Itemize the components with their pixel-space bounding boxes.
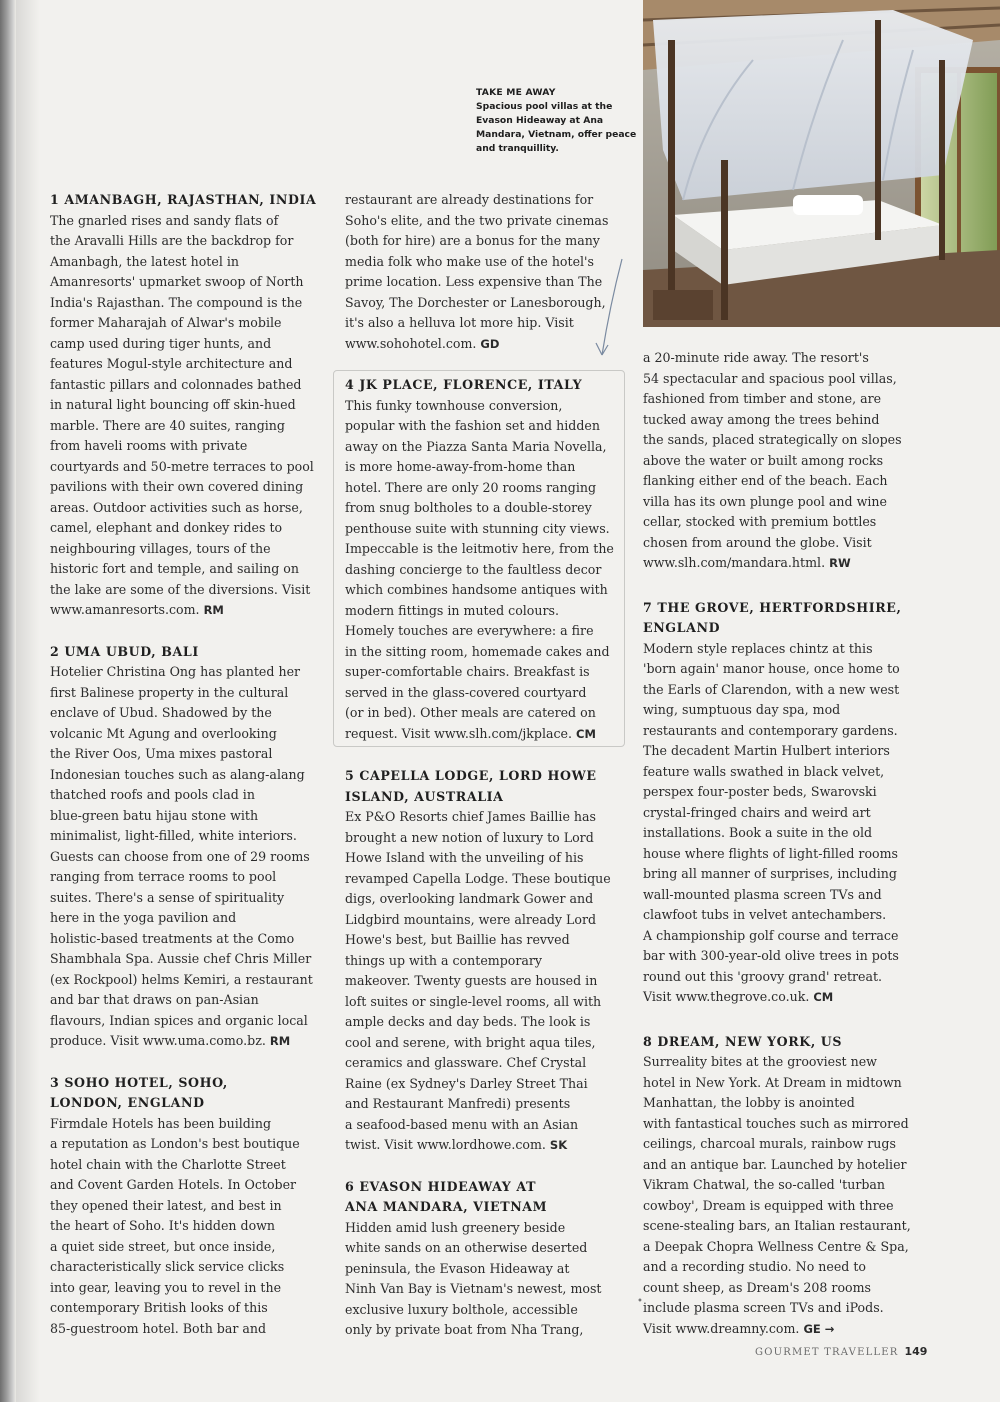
- column-2: [345, 190, 627, 1362]
- bedroom-photo: [643, 0, 1000, 327]
- article-4: [345, 375, 627, 744]
- photo-illustration: [643, 0, 1000, 327]
- column-3: [643, 348, 925, 1360]
- article-body: Hotelier Christina Ong has planted her first Balinese property in the cultural enclave of Ubud. Shadowed by the volcanic Mt Agung and overlooking the River Oos, Uma mixes pastoral Indonesian touches such as alang-alang thatched roofs and pools clad in blue-green batu hijau stone with minimalist, light-filled, white interiors. Guests can choose from one of 29 rooms ranging from terrace rooms to pool suites. There's a sense of spirituality here in the yoga pavilion and holistic-based treatments at the Como Shambhala Spa. Aussie chef Chris Miller (ex Rockpool) helms Kemiri, a restaurant and bar that draws on pan-Asian flavours, Indian spices and organic local produce. Visit www.uma.como.bz. RM: [50, 664, 313, 1048]
- article-heading: 1 AMANBAGH, RAJASTHAN, INDIA: [50, 192, 317, 207]
- article-body: a 20-minute ride away. The resort's 54 spectacular and spacious pool villas, fashioned from timber and stone, are tucked away among the trees behind the sands, placed strategically on slopes above the water or built among rocks flanking either end of the beach. Each villa has its own plunge pool and wine cellar, stocked with premium bottles chosen from around the globe. Visit www.slh.com/mandara.html. RW: [643, 350, 902, 570]
- article-heading: 5 CAPELLA LODGE, LORD HOWE ISLAND, AUSTRALIA: [345, 768, 597, 804]
- article-heading: 4 JK PLACE, FLORENCE, ITALY: [345, 377, 583, 392]
- column-1: [50, 190, 332, 1360]
- gutter-shadow: [16, 0, 40, 1402]
- article-3: [50, 1073, 332, 1340]
- article-8: [643, 1032, 925, 1340]
- article-heading: 6 EVASON HIDEAWAY AT ANA MANDARA, VIETNAM: [345, 1178, 548, 1214]
- author-signature: CM: [576, 726, 596, 741]
- article-body: The gnarled rises and sandy flats of the Aravalli Hills are the backdrop for Amanbagh, the latest hotel in Amanresorts' upmarket swoop of North India's Rajasthan. The compound is the former Maharajah of Alwar's mobile camp used during tiger hunts, and features Mogul-style architecture and fantastic pillars and colonnades bathed in natural light bouncing off skin-hued marble. There are 40 suites, ranging from haveli rooms with private courtyards and 50-metre terraces to pool pavilions with their own covered dining areas. Outdoor activities such as horse, camel, elephant and donkey rides to neighbouring villages, tours of the historic fort and temple, and sailing on the lake are some of the diversions. Visit www.amanresorts.com. RM: [50, 212, 314, 617]
- page-footer: [755, 1345, 955, 1358]
- article-6: [345, 1177, 627, 1341]
- author-signature: CM: [813, 990, 834, 1004]
- photo-caption: [476, 86, 638, 156]
- article-7: [643, 598, 925, 1008]
- author-signature: SK: [549, 1138, 568, 1152]
- article-3-continued: [345, 190, 627, 354]
- article-body: This funky townhouse conversion, popular with the fashion set and hidden away on the Piazza Santa Maria Novella, is more home-away-from-home than hotel. There are only 20 rooms ranging from snug boltholes to a double-storey penthouse suite with stunning city views. Impeccable is the leitmotiv here, from the dashing concierge to the faultless decor which combines handsome antiques with modern fittings in muted colours. Homely touches are everywhere: a fire in the sitting room, homemade cakes and super-comfortable chairs. Breakfast is served in the glass-covered courtyard (or in bed). Other meals are catered on request. Visit www.slh.com/jkplace. CM: [345, 397, 614, 741]
- author-signature: GE: [803, 1321, 821, 1336]
- author-signature: RM: [269, 1034, 291, 1048]
- article-1: [50, 190, 332, 621]
- print-mark: •: [637, 1296, 643, 1307]
- author-signature: RW: [829, 556, 851, 570]
- continue-arrow-icon: →: [824, 1321, 835, 1336]
- article-body: Firmdale Hotels has been building a reputation as London's best boutique hotel chain with the Charlotte Street and Covent Garden Hotels. In October they opened their latest, and best in the heart of Soho. It's hidden down a quiet side street, but once inside, characteristically slick service clicks into gear, leaving you to revel in the contemporary British looks of this 85-guestroom hotel. Both bar and: [50, 1115, 300, 1336]
- caption-text: Spacious pool villas at the Evason Hideaway at Ana Mandara, Vietnam, offer peace and tranquillity.: [476, 101, 637, 154]
- article-heading: 7 THE GROVE, HERTFORDSHIRE, ENGLAND: [643, 599, 902, 635]
- publication-name: GOURMET TRAVELLER: [755, 1347, 899, 1358]
- article-body: Ex P&O Resorts chief James Baillie has brought a new notion of luxury to Lord Howe Island with the unveiling of his revamped Capella Lodge. These boutique digs, overlooking landmark Gower and Lidgbird mountains, were already Lord Howe's best, but Baillie has revved things up with a contemporary makeover. Twenty guests are housed in loft suites or single-level rooms, all with ample decks and day beds. The look is cool and serene, with bright aqua tiles, ceramics and glassware. Chef Crystal Raine (ex Sydney's Darley Street Thai and Restaurant Manfredi) presents a seafood-based menu with an Asian twist. Visit www.lordhowe.com. SK: [345, 809, 611, 1152]
- article-6-continued: [643, 348, 925, 574]
- article-5: [345, 766, 627, 1156]
- caption-kicker: TAKE ME AWAY: [476, 87, 556, 98]
- article-body: Surreality bites at the grooviest new hotel in New York. At Dream in midtown Manhattan, the lobby is anointed with fantastical touches such as mirrored ceilings, charcoal murals, rainbow rugs and an antique bar. Launched by hotelier Vikram Chatwal, the so-called 'turban cowboy', Dream is equipped with three scene-stealing bars, an Italian restaurant, a Deepak Chopra Wellness Centre & Spa, and a recording studio. No need to count sheep, as Dream's 208 rooms include plasma screen TVs and iPods. Visit www.dreamny.com. GE →: [643, 1054, 911, 1336]
- author-signature: RM: [203, 603, 224, 617]
- article-2: [50, 642, 332, 1052]
- page-number: 149: [904, 1345, 928, 1358]
- page-spine: [0, 0, 16, 1402]
- author-signature: GD: [480, 336, 500, 351]
- article-heading: 8 DREAM, NEW YORK, US: [643, 1033, 843, 1049]
- article-heading: 2 UMA UBUD, BALI: [50, 643, 199, 659]
- article-body: Modern style replaces chintz at this 'born again' manor house, once home to the Earls of Clarendon, with a new west wing, sumptuous day spa, mod restaurants and contemporary gardens. The decadent Martin Hulbert interiors feature walls swathed in black velvet, perspex four-poster beds, Swarovski crystal-fringed chairs and weird art installations. Book a suite in the old house where flights of light-filled rooms bring all manner of surprises, including wall-mounted plasma screen TVs and clawfoot tubs in velvet antechambers. A championship golf course and terrace bar with 300-year-old olive trees in pots round out this 'groovy grand' retreat. Visit www.thegrove.co.uk. CM: [643, 640, 900, 1004]
- article-body: Hidden amid lush greenery beside white sands on an otherwise deserted peninsula, the Evason Hideaway at Ninh Van Bay is Vietnam's newest, most exclusive luxury bolthole, accessible only by private boat from Nha Trang,: [345, 1219, 602, 1337]
- article-body: restaurant are already destinations for Soho's elite, and the two private cinemas (both for hire) are a bonus for the many media folk who make use of the hotel's prime location. Less expensive than The Savoy, The Dorchester or Lanesborough, it's also a helluva lot more hip. Visit www.sohohotel.com. GD: [345, 192, 609, 351]
- article-heading: 3 SOHO HOTEL, SOHO, LONDON, ENGLAND: [50, 1074, 228, 1110]
